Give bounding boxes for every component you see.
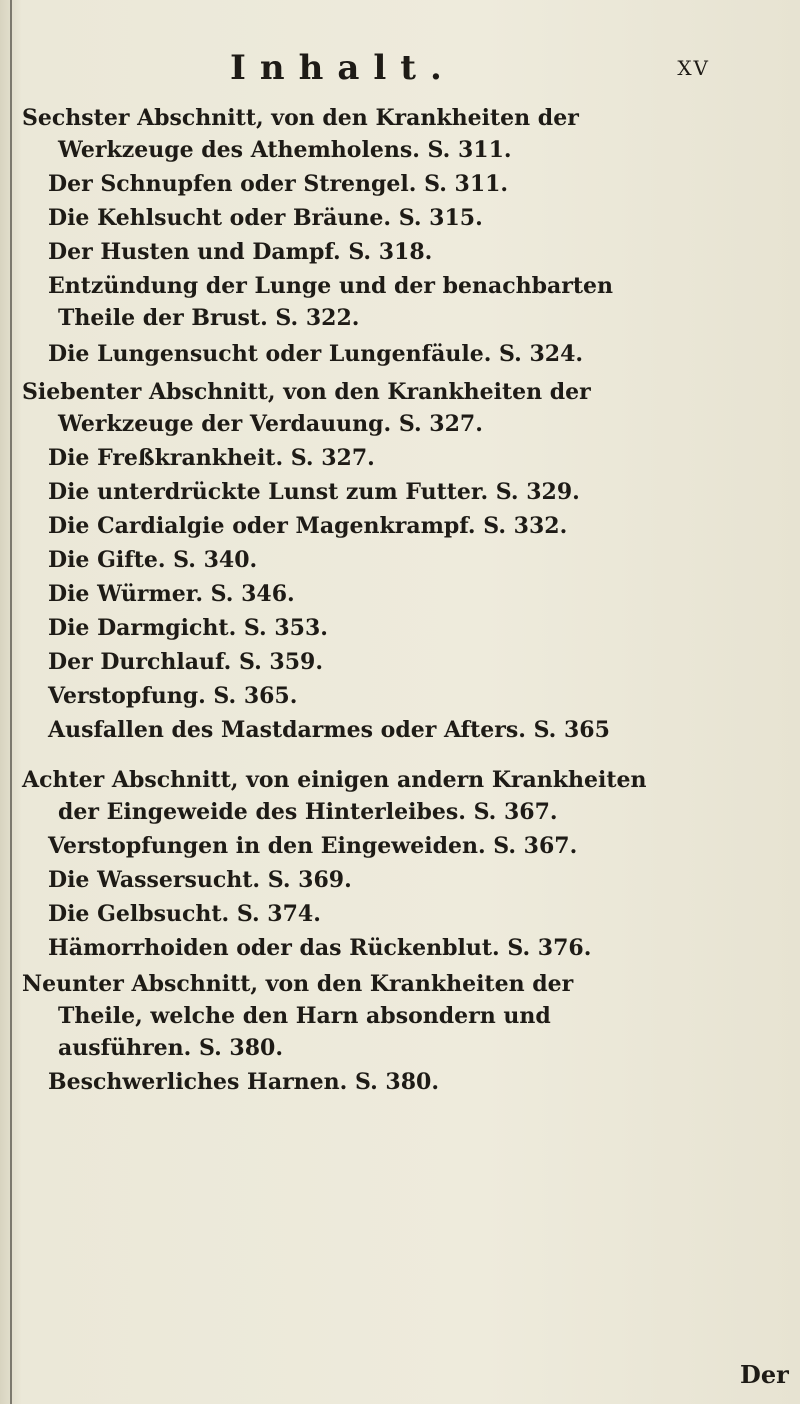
toc-line: Werkzeuge der Verdauung. S. 327. [58,411,483,437]
toc-line: Hämorrhoiden oder das Rückenblut. S. 376. [48,935,592,961]
toc-line: Die Lungensucht oder Lungenfäule. S. 324. [48,341,584,367]
toc-line: Entzündung der Lunge und der benachbarten [48,273,614,299]
catchword: Der [740,1360,789,1389]
toc-line: Neunter Abschnitt, von den Krankheiten der [22,971,574,997]
toc-line: Die Gifte. S. 340. [48,547,258,573]
toc-line: Theile, welche den Harn absondern und [58,1003,551,1029]
toc-line: Die Freßkrankheit. S. 327. [48,445,375,471]
toc-line: Theile der Brust. S. 322. [58,305,360,331]
toc-line: Der Durchlauf. S. 359. [48,649,323,675]
page-title: Inhalt. [230,48,456,88]
toc-line: Werkzeuge des Athemholens. S. 311. [58,137,512,163]
running-header [230,48,710,88]
toc-line: Die Wassersucht. S. 369. [48,867,352,893]
toc-line: Ausfallen des Mastdarmes oder Afters. S. 365 [48,717,610,743]
toc-line: Der Schnupfen oder Strengel. S. 311. [48,171,509,197]
toc-line: Die Kehlsucht oder Bräune. S. 315. [48,205,483,231]
toc-line: Siebenter Abschnitt, von den Krankheiten der [22,379,591,405]
toc-line: Achter Abschnitt, von einigen andern Krankheiten [22,767,647,793]
toc-line: der Eingeweide des Hinterleibes. S. 367. [58,799,558,825]
toc-line: Verstopfung. S. 365. [48,683,298,709]
page-number: XV [677,56,710,80]
toc-line: ausführen. S. 380. [58,1035,283,1061]
toc-line: Verstopfungen in den Eingeweiden. S. 367. [48,833,578,859]
toc-line: Die Würmer. S. 346. [48,581,295,607]
toc-line: Die Cardialgie oder Magenkrampf. S. 332. [48,513,568,539]
toc-line: Beschwerliches Harnen. S. 380. [48,1069,439,1095]
binding-edge [10,0,12,1404]
toc-line: Der Husten und Dampf. S. 318. [48,239,433,265]
toc-line: Sechster Abschnitt, von den Krankheiten der [22,105,579,131]
toc-line: Die Darmgicht. S. 353. [48,615,328,641]
toc-line: Die unterdrückte Lunst zum Futter. S. 329. [48,479,580,505]
toc-line: Die Gelbsucht. S. 374. [48,901,321,927]
